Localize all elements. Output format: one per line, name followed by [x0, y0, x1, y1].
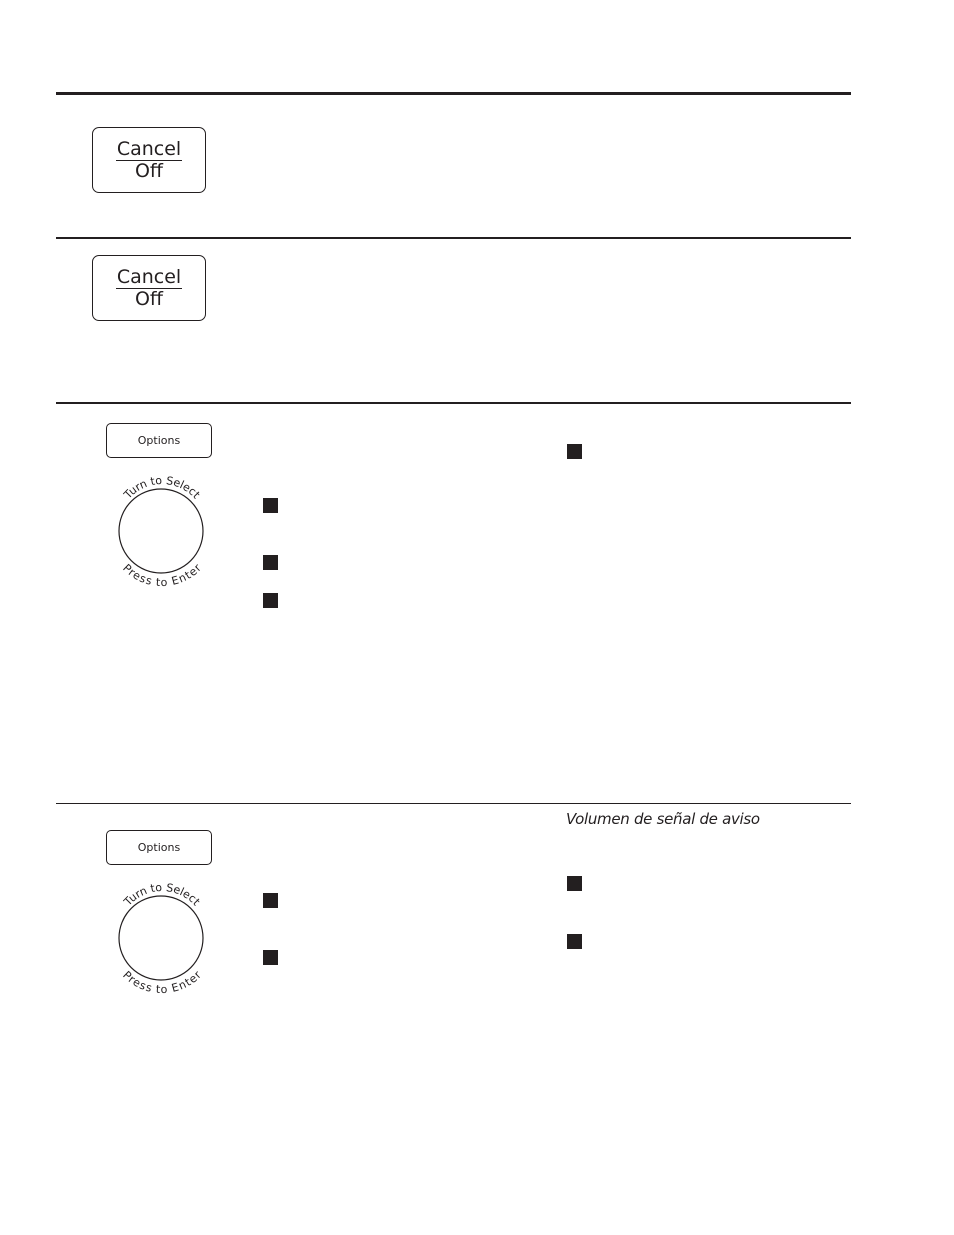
- dial-circle[interactable]: [119, 489, 203, 573]
- step-marker: [263, 950, 278, 965]
- section-divider-3: [56, 402, 851, 404]
- options-button[interactable]: [106, 830, 212, 865]
- cancel-off-button[interactable]: [92, 127, 206, 193]
- options-button[interactable]: [106, 423, 212, 458]
- dial-top-label: Turn to Select: [121, 473, 203, 502]
- dial-bottom-label: Press to Enter: [120, 561, 204, 590]
- dial-top-label: Turn to Select: [121, 880, 203, 909]
- cancel-off-button[interactable]: [92, 255, 206, 321]
- select-dial-icon[interactable]: [104, 877, 220, 999]
- cancel-off-button-bottom-label: Off: [134, 159, 164, 182]
- cancel-off-button-bottom-label: Off: [134, 287, 164, 310]
- cancel-off-button-top-label: Cancel: [116, 137, 182, 160]
- section-divider-top: [56, 92, 851, 95]
- step-marker: [263, 593, 278, 608]
- dial-bottom-label: Press to Enter: [120, 968, 204, 997]
- cancel-off-button-top-label: Cancel: [116, 265, 182, 288]
- step-marker: [263, 893, 278, 908]
- step-marker: [567, 444, 582, 459]
- options-button-label: Options: [137, 841, 181, 854]
- step-marker: [567, 876, 582, 891]
- options-button-label: Options: [137, 434, 181, 447]
- section-divider-2: [56, 237, 851, 239]
- section-heading: Volumen de señal de aviso: [566, 810, 760, 828]
- select-dial-icon[interactable]: [104, 470, 220, 592]
- step-marker: [263, 555, 278, 570]
- step-marker: [567, 934, 582, 949]
- step-marker: [263, 498, 278, 513]
- dial-circle[interactable]: [119, 896, 203, 980]
- section-divider-4: [56, 803, 851, 804]
